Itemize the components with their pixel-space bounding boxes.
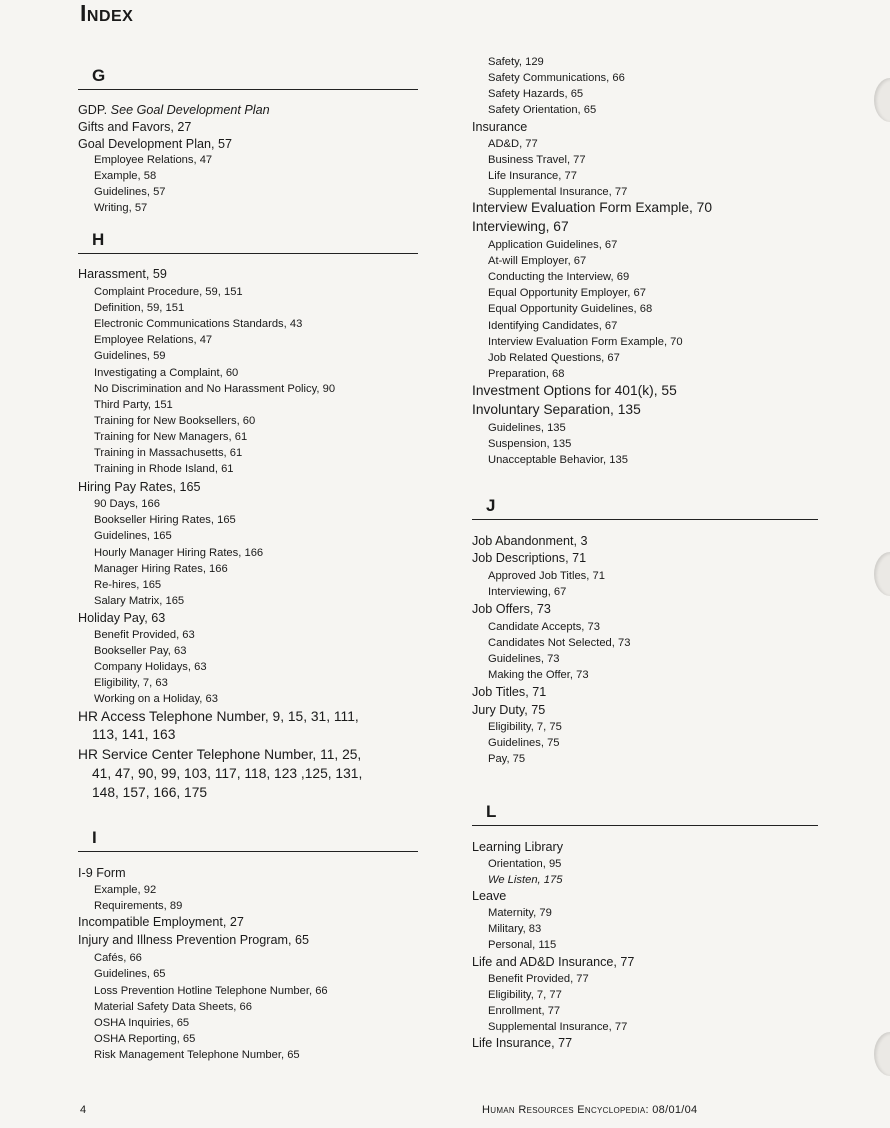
index-subentry: Benefit Provided, 63 xyxy=(94,629,195,641)
index-subentry: 90 Days, 166 xyxy=(94,498,160,510)
index-subentry: Business Travel, 77 xyxy=(488,154,586,166)
index-subentry: Bookseller Pay, 63 xyxy=(94,645,187,657)
index-subentry: No Discrimination and No Harassment Policy, 90 xyxy=(94,383,336,395)
index-entry: Harassment, 59 xyxy=(78,267,167,281)
punch-hole xyxy=(874,78,890,122)
index-subentry: OSHA Inquiries, 65 xyxy=(94,1017,190,1029)
index-subentry: Investigating a Complaint, 60 xyxy=(94,367,239,379)
footer-title: Human Resources Encyclopedia: 08/01/04 xyxy=(482,1104,698,1116)
index-subentry: Guidelines, 165 xyxy=(94,530,172,542)
index-subentry: Safety Communications, 66 xyxy=(488,72,625,84)
index-subentry: Hourly Manager Hiring Rates, 166 xyxy=(94,547,264,559)
index-subentry: Military, 83 xyxy=(488,923,542,935)
index-subentry: Making the Offer, 73 xyxy=(488,669,589,681)
index-entry-continued: 41, 47, 90, 99, 103, 117, 118, 123 ,125, 131, xyxy=(92,766,363,781)
index-subentry: Requirements, 89 xyxy=(94,900,183,912)
section-rule xyxy=(78,89,418,90)
index-subentry: Electronic Communications Standards, 43 xyxy=(94,318,303,330)
section-rule xyxy=(78,851,418,852)
index-subentry: Life Insurance, 77 xyxy=(488,170,577,182)
section-header-h xyxy=(78,230,418,252)
index-subentry: Suspension, 135 xyxy=(488,438,572,450)
index-subentry: Unacceptable Behavior, 135 xyxy=(488,454,628,466)
index-subentry: Safety Hazards, 65 xyxy=(488,88,584,100)
index-subentry: Preparation, 68 xyxy=(488,368,565,380)
index-subentry: Orientation, 95 xyxy=(488,858,562,870)
entry-gdp-see: See Goal Development Plan xyxy=(110,103,270,117)
section-letter-i: I xyxy=(92,828,97,847)
index-entry: Leave xyxy=(472,889,507,903)
index-subentry: Salary Matrix, 165 xyxy=(94,595,185,607)
index-subentry: Interview Evaluation Form Example, 70 xyxy=(488,336,683,348)
index-subentry: Training in Massachusetts, 61 xyxy=(94,447,243,459)
index-subentry: Supplemental Insurance, 77 xyxy=(488,1021,628,1033)
index-entry: HR Access Telephone Number, 9, 15, 31, 111, xyxy=(78,709,359,724)
index-entry: Job Abandonment, 3 xyxy=(472,534,588,548)
index-entry: Life and AD&D Insurance, 77 xyxy=(472,955,635,969)
index-subentry: Training for New Managers, 61 xyxy=(94,431,248,443)
section-rule xyxy=(472,825,818,826)
index-subentry: Maternity, 79 xyxy=(488,907,552,919)
index-subentry: Safety, 129 xyxy=(488,56,544,68)
index-subentry: Material Safety Data Sheets, 66 xyxy=(94,1001,252,1013)
section-rule xyxy=(472,519,818,520)
index-subentry: Training for New Booksellers, 60 xyxy=(94,415,256,427)
section-header-j xyxy=(472,496,818,518)
index-entry: Job Titles, 71 xyxy=(472,685,547,699)
index-entry: HR Service Center Telephone Number, 11, 25, xyxy=(78,747,362,762)
index-subentry: Eligibility, 7, 75 xyxy=(488,721,562,733)
index-subentry: Example, 58 xyxy=(94,170,157,182)
index-entry: Goal Development Plan, 57 xyxy=(78,137,233,151)
index-subentry: Bookseller Hiring Rates, 165 xyxy=(94,514,236,526)
section-header-i xyxy=(78,828,418,850)
index-subentry: Application Guidelines, 67 xyxy=(488,239,618,251)
index-subentry: Writing, 57 xyxy=(94,202,148,214)
index-subentry: Guidelines, 57 xyxy=(94,186,166,198)
index-subentry: Supplemental Insurance, 77 xyxy=(488,186,628,198)
index-subentry: Candidate Accepts, 73 xyxy=(488,621,600,633)
index-entry-continued: 113, 141, 163 xyxy=(92,727,176,742)
index-subentry: Eligibility, 7, 63 xyxy=(94,677,168,689)
index-subentry: OSHA Reporting, 65 xyxy=(94,1033,196,1045)
index-subentry: Definition, 59, 151 xyxy=(94,302,185,314)
index-subentry: Eligibility, 7, 77 xyxy=(488,989,562,1001)
index-subentry: Guidelines, 135 xyxy=(488,422,566,434)
index-subentry: Enrollment, 77 xyxy=(488,1005,561,1017)
index-subentry: Training in Rhode Island, 61 xyxy=(94,463,234,475)
index-entry: Interview Evaluation Form Example, 70 xyxy=(472,200,713,215)
index-subentry: Re-hires, 165 xyxy=(94,579,162,591)
index-subentry: Job Related Questions, 67 xyxy=(488,352,620,364)
section-letter-h: H xyxy=(92,230,105,249)
index-subentry: Interviewing, 67 xyxy=(488,586,567,598)
punch-hole xyxy=(874,1032,890,1076)
index-subentry: AD&D, 77 xyxy=(488,138,538,150)
index-subentry: Conducting the Interview, 69 xyxy=(488,271,630,283)
index-subentry: Candidates Not Selected, 73 xyxy=(488,637,631,649)
index-entry: Job Descriptions, 71 xyxy=(472,551,587,565)
index-subentry: Example, 92 xyxy=(94,884,157,896)
index-subentry: Equal Opportunity Guidelines, 68 xyxy=(488,303,653,315)
index-entry: Hiring Pay Rates, 165 xyxy=(78,480,201,494)
index-subentry: Working on a Holiday, 63 xyxy=(94,693,218,705)
index-entry: Investment Options for 401(k), 55 xyxy=(472,383,677,398)
index-entry: Gifts and Favors, 27 xyxy=(78,120,192,134)
index-entry-continued: 148, 157, 166, 175 xyxy=(92,785,208,800)
index-entry: Job Offers, 73 xyxy=(472,602,551,616)
index-entry: Injury and Illness Prevention Program, 65 xyxy=(78,933,310,947)
section-letter-j: J xyxy=(486,496,496,515)
index-subentry: Manager Hiring Rates, 166 xyxy=(94,563,228,575)
section-rule xyxy=(78,253,418,254)
index-subentry: Approved Job Titles, 71 xyxy=(488,570,605,582)
index-subentry: Complaint Procedure, 59, 151 xyxy=(94,286,243,298)
index-subentry: Risk Management Telephone Number, 65 xyxy=(94,1049,300,1061)
index-subentry: Benefit Provided, 77 xyxy=(488,973,589,985)
index-entry: Interviewing, 67 xyxy=(472,219,569,234)
section-header-g xyxy=(78,66,418,88)
index-subentry: Loss Prevention Hotline Telephone Number, 66 xyxy=(94,985,328,997)
index-subentry: Pay, 75 xyxy=(488,753,526,765)
index-subentry: Third Party, 151 xyxy=(94,399,173,411)
index-subentry: Employee Relations, 47 xyxy=(94,334,213,346)
index-entry: Insurance xyxy=(472,120,528,134)
section-letter-l: L xyxy=(486,802,497,821)
index-subentry: Company Holidays, 63 xyxy=(94,661,207,673)
page-number: 4 xyxy=(80,1104,87,1116)
index-subentry: Guidelines, 75 xyxy=(488,737,560,749)
index-entry: Incompatible Employment, 27 xyxy=(78,915,244,929)
index-entry: Involuntary Separation, 135 xyxy=(472,402,641,417)
index-entry: Jury Duty, 75 xyxy=(472,703,546,717)
index-subentry: Identifying Candidates, 67 xyxy=(488,320,618,332)
index-subentry: Equal Opportunity Employer, 67 xyxy=(488,287,646,299)
page-title: Index xyxy=(80,0,134,26)
index-subentry: We Listen, 175 xyxy=(488,874,563,886)
index-subentry: At-will Employer, 67 xyxy=(488,255,587,267)
index-subentry: Safety Orientation, 65 xyxy=(488,104,597,116)
index-entry: Learning Library xyxy=(472,840,564,854)
index-entry: I-9 Form xyxy=(78,866,126,880)
index-entry: Holiday Pay, 63 xyxy=(78,611,166,625)
section-letter-g: G xyxy=(92,66,106,85)
entry-gdp: GDP. xyxy=(78,103,111,117)
punch-hole xyxy=(874,552,890,596)
index-subentry: Cafés, 66 xyxy=(94,952,142,964)
index-subentry: Guidelines, 73 xyxy=(488,653,560,665)
section-header-l xyxy=(472,802,818,824)
index-subentry: Personal, 115 xyxy=(488,939,557,951)
index-entry: Life Insurance, 77 xyxy=(472,1036,573,1050)
index-subentry: Employee Relations, 47 xyxy=(94,154,213,166)
index-entry xyxy=(78,103,270,117)
index-subentry: Guidelines, 59 xyxy=(94,350,166,362)
index-subentry: Guidelines, 65 xyxy=(94,968,166,980)
